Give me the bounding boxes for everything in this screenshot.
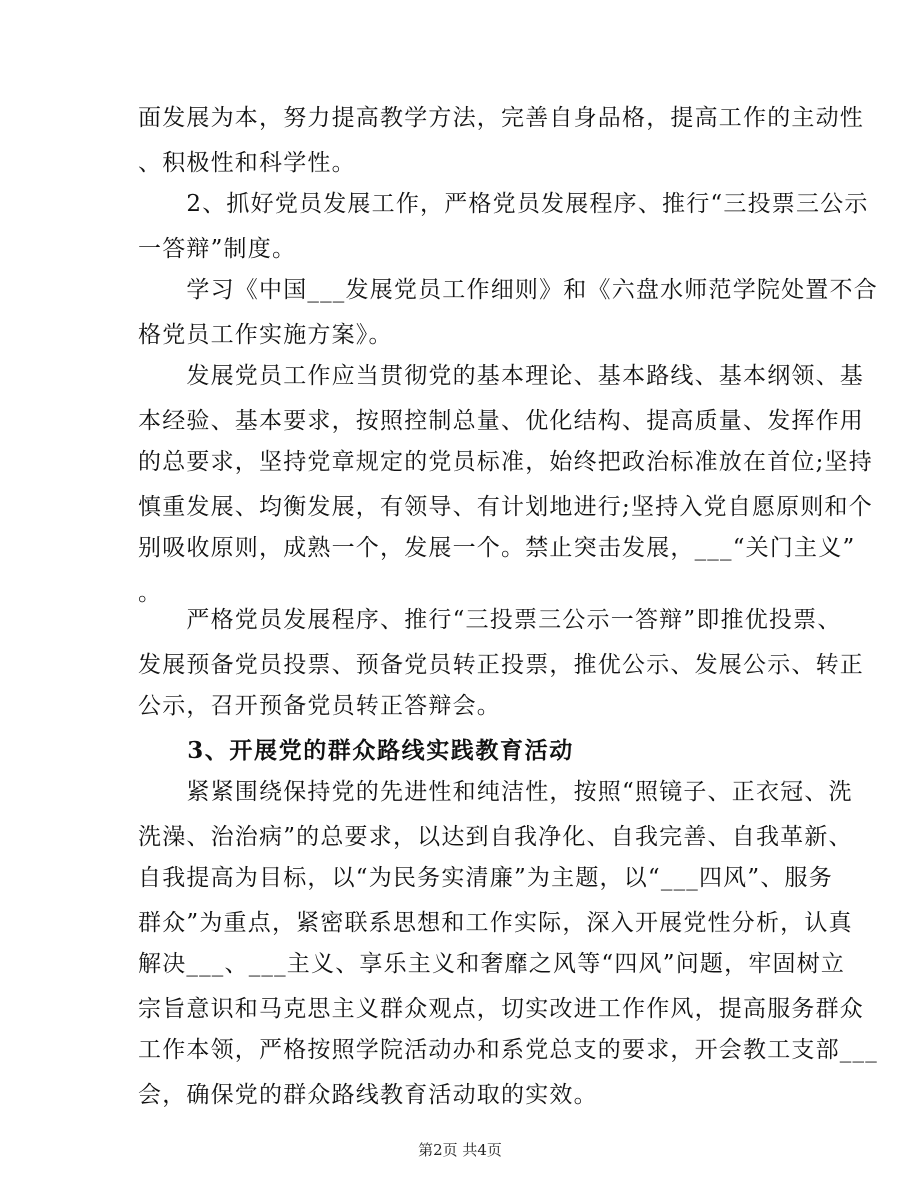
paragraph-line: 紧紧围绕保持党的先进性和纯洁性，按照“照镜子、正衣冠、洗 — [138, 779, 853, 805]
paragraph-line: 解决___、___主义、享乐主义和奢靡之风等“四风”问题，牢固树立 — [138, 951, 846, 977]
paragraph-line: 群众”为重点，紧密联系思想和工作实际，深入开展党性分析，认真 — [138, 910, 853, 936]
paragraph-line: 发展党员工作应当贯彻党的基本理论、基本路线、基本纲领、基 — [138, 363, 864, 389]
page-footer: 第2页 共4页 — [418, 1141, 502, 1159]
paragraph-line: 面发展为本，努力提高教学方法，完善自身品格，提高工作的主动性 — [138, 105, 864, 131]
paragraph-line: 慎重发展、均衡发展，有领导、有计划地进行;坚持入党自愿原则和个 — [138, 494, 873, 520]
paragraph-line: 自我提高为目标，以“为民务实清廉”为主题，以“___四风”、服务 — [138, 865, 833, 891]
paragraph-line: 会，确保党的群众路线教育活动取的实效。 — [138, 1082, 598, 1108]
paragraph-line: 洗澡、治治病”的总要求，以达到自我净化、自我完善、自我革新、 — [138, 824, 853, 850]
paragraph-line: 宗旨意识和马克思主义群众观点，切实改进工作作风，提高服务群众 — [138, 996, 864, 1022]
paragraph-line: 一答辩”制度。 — [138, 236, 297, 262]
paragraph-line: 工作本领，严格按照学院活动办和系党总支的要求，开会教工支部___ — [138, 1037, 878, 1063]
paragraph-line: 严格党员发展程序、推行“三投票三公示一答辩”即推优投票、 — [138, 607, 842, 633]
paragraph-line: 公示，召开预备党员转正答辩会。 — [138, 693, 501, 719]
section-heading: 3、开展党的群众路线实践教育活动 — [138, 737, 574, 764]
paragraph-line: 学习《中国___发展党员工作细则》和《六盘水师范学院处置不合 — [138, 277, 878, 303]
paragraph-line: 发展预备党员投票、预备党员转正投票，推优公示、发展公示、转正 — [138, 652, 864, 678]
paragraph-line: 。 — [138, 580, 163, 606]
paragraph-line: 的总要求，坚持党章规定的党员标准，始终把政治标准放在首位;坚持 — [138, 449, 873, 475]
paragraph-line: 、积极性和科学性。 — [138, 150, 356, 176]
paragraph-line: 格党员工作实施方案》。 — [138, 322, 393, 348]
paragraph-line: 别吸收原则，成熟一个，发展一个。禁止突击发展，___“关门主义” — [138, 535, 856, 561]
paragraph-line: 2、抓好党员发展工作，严格党员发展程序、推行“三投票三公示 — [138, 191, 869, 217]
paragraph-line: 本经验、基本要求，按照控制总量、优化结构、提高质量、发挥作用 — [138, 408, 864, 434]
